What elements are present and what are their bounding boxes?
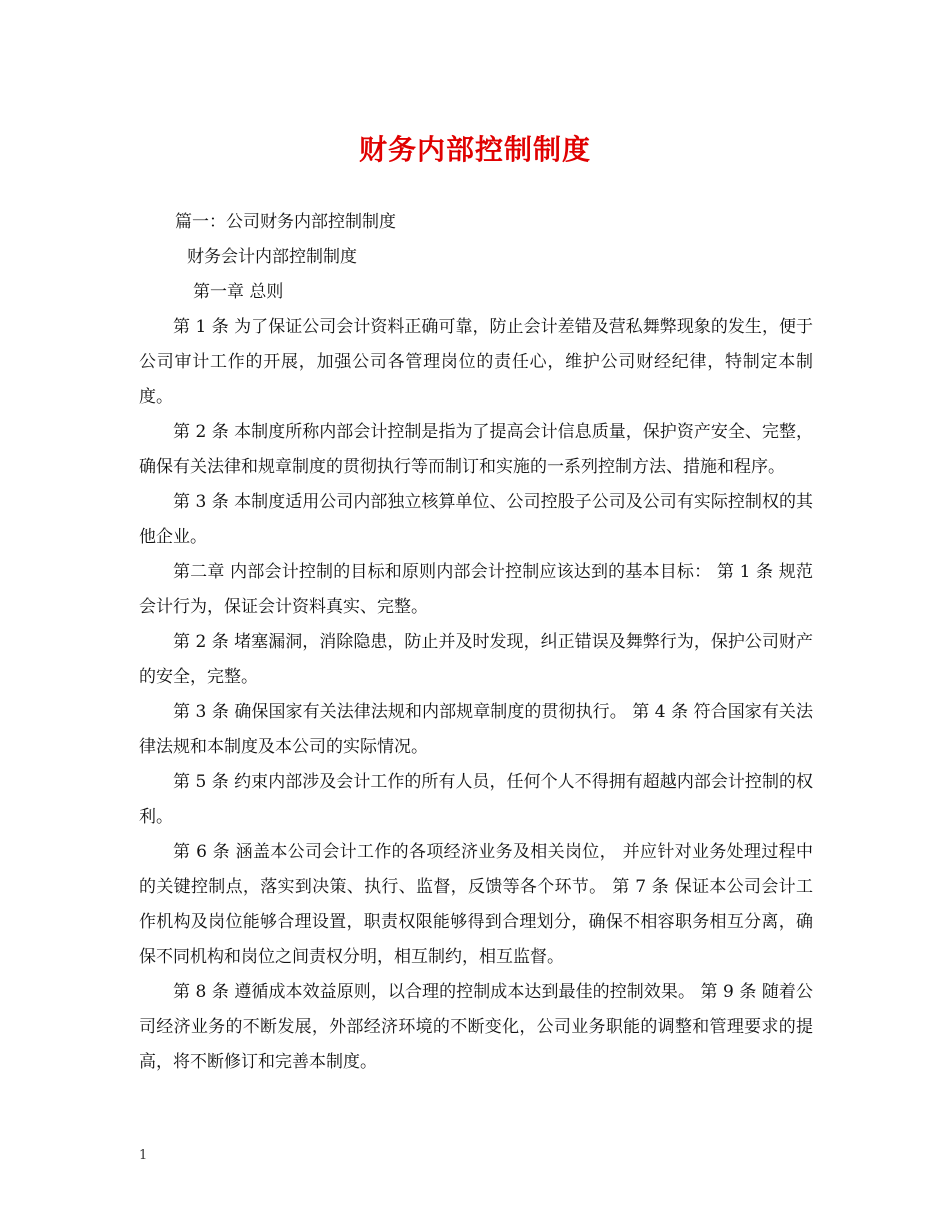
section-heading: 篇一：公司财务内部控制制度 (175, 212, 396, 232)
paragraph: 第 3 条 本制度适用公司内部独立核算单位、公司控股子公司及公司有实际控制权的其他企业。 (139, 492, 813, 547)
paragraph: 第二章 内部会计控制的目标和原则内部会计控制应该达到的基本目标： 第 1 条 规范会计行为，保证会计资料真实、完整。 (139, 562, 813, 617)
paragraph: 第 8 条 遵循成本效益原则，以合理的控制成本达到最佳的控制效果。 第 9 条 随着公司经济业务的不断发展，外部经济环境的不断变化，公司业务职能的调整和管理要求的提高，将不断修订和完善本制度。 (139, 982, 813, 1072)
paragraph: 第 1 条 为了保证公司会计资料正确可靠，防止会计差错及营私舞弊现象的发生，便于公司审计工作的开展，加强公司各管理岗位的责任心，维护公司财经纪律，特制定本制度。 (139, 317, 813, 407)
paragraph: 第 2 条 堵塞漏洞，消除隐患，防止并及时发现，纠正错误及舞弊行为，保护公司财产的安全，完整。 (139, 632, 813, 687)
subsection-heading: 财务会计内部控制制度 (187, 247, 357, 267)
chapter-heading: 第一章 总则 (193, 282, 284, 302)
paragraph: 第 3 条 确保国家有关法律法规和内部规章制度的贯彻执行。 第 4 条 符合国家有关法律法规和本制度及本公司的实际情况。 (139, 702, 813, 757)
page-number: 1 (139, 1148, 148, 1163)
paragraph: 第 5 条 约束内部涉及会计工作的所有人员，任何个人不得拥有超越内部会计控制的权利。 (139, 772, 813, 827)
paragraph: 第 6 条 涵盖本公司会计工作的各项经济业务及相关岗位， 并应针对业务处理过程中的关键控制点，落实到决策、执行、监督，反馈等各个环节。 第 7 条 保证本公司会计工作机构及岗位能够合理设置，职责权限能够得到合理划分，确保不相容职务相互分离，确保不同机构和岗位之间责权分明，相互制约，相互监督。 (139, 842, 813, 967)
paragraph: 第 2 条 本制度所称内部会计控制是指为了提高会计信息质量，保护资产安全、完整，确保有关法律和规章制度的贯彻执行等而制订和实施的一系列控制方法、措施和程序。 (139, 422, 813, 477)
document-body (139, 205, 813, 1080)
document-title: 财务内部控制制度 (358, 133, 591, 166)
